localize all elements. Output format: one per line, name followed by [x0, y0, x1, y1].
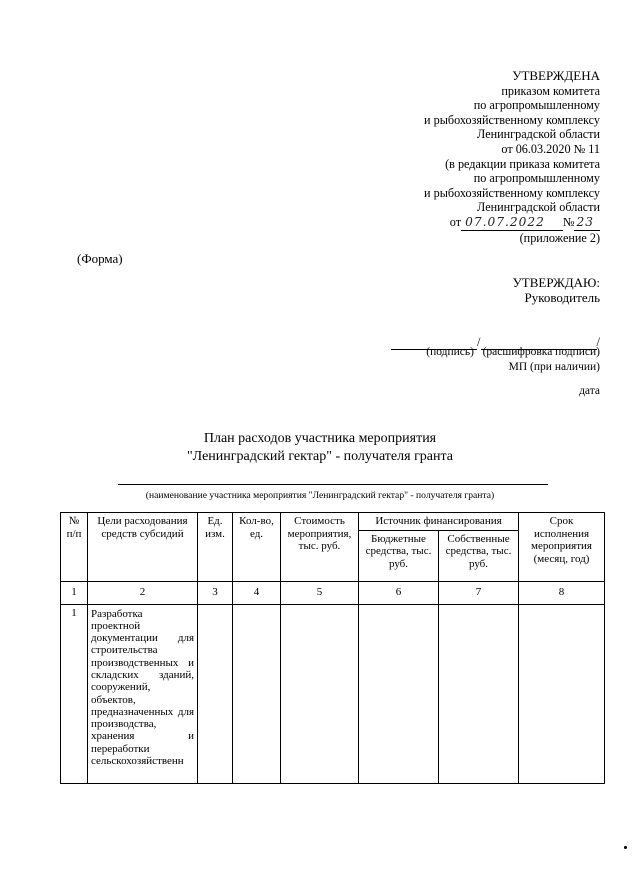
col-number: 6	[359, 581, 439, 604]
approval-line: Ленинградской области	[477, 127, 600, 142]
col-number: 3	[198, 581, 233, 604]
col-number: 1	[61, 581, 88, 604]
handwritten-number: 23	[574, 215, 600, 231]
form-label: (Форма)	[77, 251, 123, 266]
header-term: Срок исполнения мероприятия (месяц, год)	[519, 513, 605, 582]
approval-line: и рыбохозяйственному комплексу	[424, 185, 600, 200]
row-cost	[281, 604, 359, 783]
handwritten-date: 07.07.2022	[461, 215, 563, 231]
approval-block	[424, 69, 600, 245]
approval-line: Ленинградской области	[477, 200, 600, 215]
expense-plan-table	[60, 512, 605, 784]
organization-caption: (наименование участника мероприятия "Ленинградский гектар" - получателя гранта)	[145, 490, 495, 501]
approval-line: по агропромышленному	[473, 171, 600, 186]
approval-line: и рыбохозяйственному комплексу	[424, 112, 600, 127]
organization-name-line	[118, 484, 548, 485]
approval-line: (в редакции приказа комитета	[445, 156, 600, 171]
col-number: 4	[233, 581, 281, 604]
document-title	[0, 430, 640, 466]
approve-heading: УТВЕРЖДАЮ:	[512, 275, 600, 290]
header-goals: Цели расходования средств субсидий	[88, 513, 198, 582]
header-cost: Стоимость мероприятия, тыс. руб.	[281, 513, 359, 582]
table-row	[61, 604, 605, 783]
header-num: № п/п	[61, 513, 88, 582]
number-prefix: №	[562, 214, 575, 229]
date-caption: дата	[579, 385, 600, 397]
header-unit: Ед. изм.	[198, 513, 233, 582]
row-qty	[233, 604, 281, 783]
row-num: 1	[61, 604, 88, 783]
row-term	[519, 604, 605, 783]
signature-caption	[426, 345, 600, 375]
scan-speck	[624, 846, 627, 849]
header-qty: Кол-во, ед.	[233, 513, 281, 582]
amendment-date-line	[424, 215, 600, 231]
approval-line: по агропромышленному	[473, 98, 600, 113]
approve-role: Руководитель	[524, 290, 600, 305]
column-number-row	[61, 581, 605, 604]
signature-separator: /	[596, 335, 600, 349]
col-number: 5	[281, 581, 359, 604]
row-goal: Разработка проектной документации для строительства производственных и складских зданий, сооружений, объектов, предназначенных для производства, хранения и переработки сельскохозяйственн	[88, 604, 198, 783]
signature-separator: /	[477, 335, 481, 349]
header-row	[61, 513, 605, 531]
title-line-2: "Ленинградский гектар" - получателя гранта	[186, 449, 454, 464]
approve-block	[513, 275, 600, 305]
header-source: Источник финансирования	[359, 513, 519, 531]
approval-heading: УТВЕРЖДЕНА	[512, 68, 600, 83]
date-prefix: от	[449, 214, 462, 229]
stamp-caption: МП (при наличии)	[508, 361, 600, 373]
approval-line: приказом комитета	[501, 83, 600, 98]
col-number: 7	[439, 581, 519, 604]
appendix-label: (приложение 2)	[519, 230, 600, 245]
approval-line: от 06.03.2020 № 11	[501, 141, 600, 156]
sign-caption: (подпись) (расшифровка подписи)	[426, 346, 600, 358]
row-budget	[359, 604, 439, 783]
title-line-1: План расходов участника мероприятия	[203, 431, 437, 446]
header-budget: Бюджетные средства, тыс. руб.	[359, 530, 439, 581]
row-own	[439, 604, 519, 783]
col-number: 2	[88, 581, 198, 604]
header-own: Собственные средства, тыс. руб.	[439, 530, 519, 581]
col-number: 8	[519, 581, 605, 604]
row-unit	[198, 604, 233, 783]
